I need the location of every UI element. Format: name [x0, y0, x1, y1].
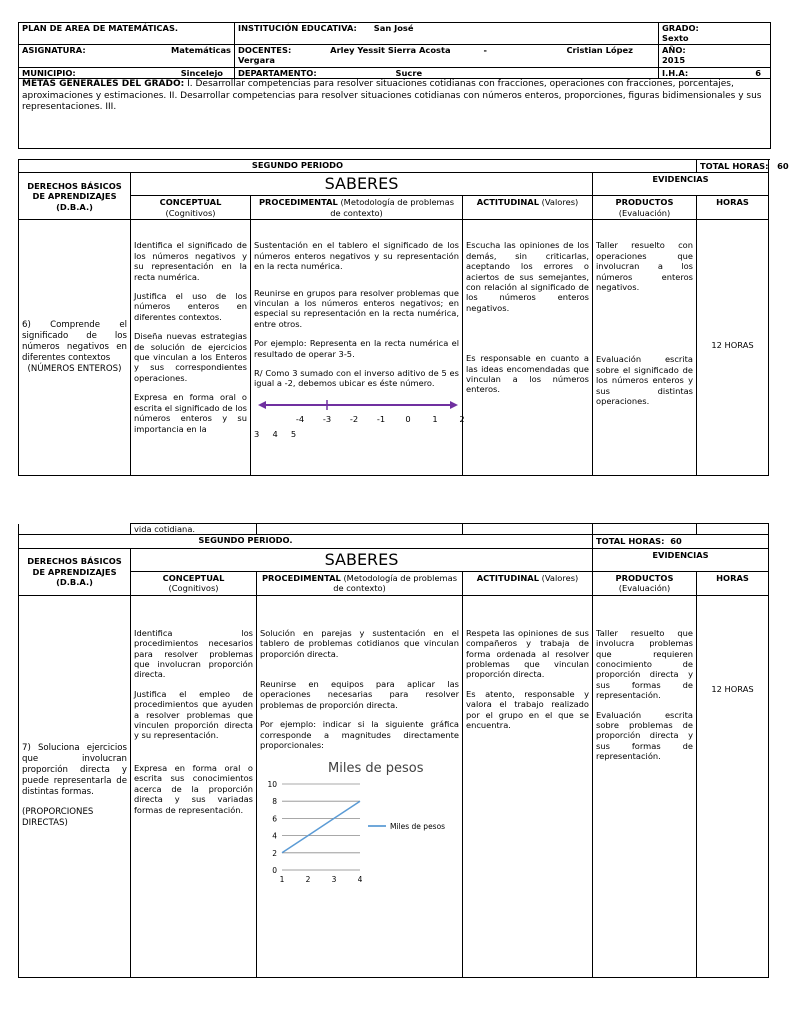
number-line-label: -2	[349, 413, 359, 424]
actitudinal-item: Respeta las opiniones de sus compañeros y trabaja de forma ordenada al resolver problemas que vinculan proporción directa.	[466, 627, 589, 680]
procedimental-item: Reunirse en grupos para resolver problemas que vinculan a los números enteros negativos; en especial su representación en la recta numérica, entre otros.	[254, 287, 459, 329]
actitudinal-item: Escucha las opiniones de los demás, sin criticarlas, aceptando los errores o aciertos de sus semejantes, con relación al significado de los números enteros negativos.	[466, 240, 589, 313]
dba-header: DERECHOS BÁSICOS DE APRENDIZAJES (D.B.A.)	[19, 548, 131, 595]
grado-cell	[659, 23, 771, 45]
chart-x-tick-label: 1	[279, 875, 285, 885]
conceptual-item: Justifica el empleo de procedimientos que ayuden a resolver problemas que vinculen proporción directa y su representación.	[134, 688, 253, 741]
chart-series-line	[282, 802, 360, 854]
conceptual-item: Identifica el significado de los números negativos y su representación en la recta numérica.	[134, 240, 247, 282]
procedimental-header: PROCEDIMENTAL (Metodología de problemas de contexto)	[251, 196, 463, 220]
carry-blank	[19, 524, 131, 535]
procedimental-item: Reunirse en equipos para aplicar las operaciones necesarias para resolver problemas de proporción directa.	[260, 679, 459, 710]
number-line-right-arrow	[450, 401, 458, 409]
actitudinal-item: Es responsable en cuanto a las ideas encomendadas que vinculan a los números enteros.	[466, 353, 589, 395]
chart-legend-label: Miles de pesos	[390, 822, 446, 832]
iha-value: 6	[755, 67, 761, 78]
chart-x-tick-label: 2	[305, 875, 311, 885]
departamento-cell	[235, 67, 659, 78]
actitudinal-cell	[463, 220, 593, 476]
conceptual-header: CONCEPTUAL (Cognitivos)	[131, 196, 251, 220]
grado-value: Sexto	[662, 33, 689, 44]
chart-x-tick-label: 3	[331, 875, 337, 885]
municipio-cell	[19, 67, 235, 78]
procedimental-item: Por ejemplo: Representa en la recta numérica el resultado de operar 3-5.	[254, 338, 459, 359]
dba-cell: 6) Comprende el significado de los números negativos en diferentes contextos (NÚMEROS ENTEROS)	[19, 220, 131, 476]
productos-cell	[593, 220, 697, 476]
procedimental-item: Solución en parejas y sustentación en el tablero de problemas cotidianos que vinculan proporción directa.	[260, 627, 459, 659]
conceptual-item: Identifica los procedimientos necesarios para resolver problemas que involucran proporción directa.	[134, 627, 253, 680]
number-line-label: -4	[295, 413, 305, 424]
ano-value: 2015	[662, 55, 686, 66]
header-table	[18, 22, 771, 149]
docente-separator: -	[483, 44, 487, 55]
conceptual-item: Justifica el uso de los números enteros en diferentes contextos.	[134, 291, 247, 322]
metas-cell	[19, 79, 771, 149]
chart-y-tick-label: 8	[272, 797, 277, 807]
productos-header: PRODUCTOS (Evaluación)	[593, 571, 697, 595]
actitudinal-item: Es atento, responsable y valora el trabajo realizado por el grupo en el que se encuentra.	[466, 688, 589, 731]
evidencias-title: EVIDENCIAS	[593, 548, 769, 571]
procedimental-cell	[251, 220, 463, 476]
metas-text: I. Desarrollar competencias para resolver situaciones cotidianas con fracciones, operaciones con fracciones, porcentajes, aproximaciones y estimaciones. II. Desarrollar competencias para resolver situaciones cotidianas con números enteros, proporciones, figuras bidimensionales y sus representaciones. III.	[22, 79, 762, 113]
docente-1: Arley Yessit Sierra Acosta	[330, 44, 451, 55]
dba-cell: 7) Soluciona ejercicios que involucran proporción directa y puede representarla de distintas formas. (PROPORCIONES DIRECTAS)	[19, 595, 131, 977]
number-line-label: 1	[432, 413, 438, 424]
evidencias-title: EVIDENCIAS	[593, 173, 769, 196]
chart-y-tick-label: 6	[272, 814, 277, 824]
departamento-value: Sucre	[395, 67, 423, 78]
conceptual-item: Expresa en forma oral o escrita sus conocimientos acerca de la proporción directa y sus variadas formas de representación.	[134, 762, 253, 815]
plan-title: PLAN DE AREA DE MATEMÁTICAS.	[19, 23, 235, 45]
number-line-wrap: 3 4 5	[254, 428, 297, 439]
conceptual-item: Diseña nuevas estrategias de solución de ejercicios que vinculan a los Enteros y sus correspondientes operaciones.	[134, 331, 247, 383]
periodo-title: SEGUNDO PERIODO	[19, 160, 697, 173]
ano-label: AÑO:	[662, 44, 686, 55]
conceptual-cell	[131, 595, 257, 977]
institucion-cell	[235, 23, 659, 45]
actitudinal-header: ACTITUDINAL (Valores)	[463, 196, 593, 220]
chart-y-tick-label: 10	[267, 780, 277, 790]
carry-over-text: vida cotidiana.	[131, 524, 257, 535]
periodo-title: SEGUNDO PERIODO.	[19, 535, 593, 548]
ano-cell	[659, 44, 771, 67]
chart-x-tick-label: 4	[357, 875, 363, 885]
number-line-label: 2	[459, 413, 465, 424]
chart-y-tick-label: 2	[272, 849, 277, 859]
productos-item: Evaluación escrita sobre problemas de proporción directa y sus formas de representación.	[596, 709, 693, 762]
total-horas: TOTAL HORAS: 60	[593, 535, 769, 548]
procedimental-header: PROCEDIMENTAL (Metodología de problemas de contexto)	[257, 571, 463, 595]
productos-item: Evaluación escrita sobre el significado de los números enteros y sus distintas operaciones.	[596, 354, 693, 407]
chart-title: Miles de pesos	[328, 761, 424, 777]
actitudinal-header: ACTITUDINAL (Valores)	[463, 571, 593, 595]
chart-y-tick-label: 0	[272, 866, 277, 876]
carry-blank	[463, 524, 593, 535]
horas-header: HORAS	[697, 196, 769, 220]
carry-blank	[593, 524, 697, 535]
procedimental-item: Por ejemplo: indicar si la siguiente gráfica corresponde a magnitudes directamente proporcionales:	[260, 719, 459, 751]
productos-header: PRODUCTOS (Evaluación)	[593, 196, 697, 220]
productos-cell	[593, 595, 697, 977]
saberes-title: SABERES	[131, 173, 593, 196]
conceptual-header: CONCEPTUAL (Cognitivos)	[131, 571, 257, 595]
iha-label: I.H.A:	[662, 67, 689, 78]
grado-label: GRADO:	[662, 23, 699, 33]
conceptual-item: Expresa en forma oral o escrita el significado de los números enteros y su importancia en la	[134, 392, 247, 434]
institucion-label: INSTITUCIÓN EDUCATIVA:	[238, 23, 357, 33]
procedimental-cell	[257, 595, 463, 977]
actitudinal-cell	[463, 595, 593, 977]
chart-y-tick-label: 4	[272, 832, 277, 842]
carry-blank	[697, 524, 769, 535]
asignatura-cell	[19, 44, 235, 67]
horas-header: HORAS	[697, 571, 769, 595]
productos-item: Taller resuelto con operaciones que involucran a los números enteros negativos.	[596, 240, 693, 293]
horas-cell: 12 HORAS	[697, 220, 769, 476]
number-line-label: -1	[376, 413, 386, 424]
saberes-title: SABERES	[131, 548, 593, 571]
number-line-label: 0	[405, 413, 411, 424]
metas-label: METAS GENERALES DEL GRADO:	[22, 79, 185, 90]
asignatura-label: ASIGNATURA:	[22, 44, 86, 55]
conceptual-cell	[131, 220, 251, 476]
carry-blank	[257, 524, 463, 535]
asignatura-value: Matemáticas	[171, 44, 231, 55]
departamento-label: DEPARTAMENTO:	[238, 67, 317, 78]
number-line-label: -3	[322, 413, 332, 424]
number-line-left-arrow	[258, 401, 266, 409]
dba-header: DERECHOS BÁSICOS DE APRENDIZAJES (D.B.A.)	[19, 173, 131, 220]
docentes-label: DOCENTES:	[238, 44, 292, 55]
plan-table-2	[18, 523, 769, 978]
horas-cell: 12 HORAS	[697, 595, 769, 977]
total-horas: TOTAL HORAS: 60	[697, 160, 769, 173]
municipio-label: MUNICIPIO:	[22, 67, 76, 78]
docente-2: Cristian López	[566, 44, 633, 55]
plan-table-1	[18, 159, 789, 476]
docentes-cell	[235, 44, 659, 67]
procedimental-item: R/ Como 3 sumado con el inverso aditivo de 5 es igual a -2, debemos ubicar es éste número.	[254, 368, 459, 389]
municipio-value: Sincelejo	[180, 67, 223, 78]
institucion-value: San José	[373, 23, 414, 33]
proportion-chart	[260, 760, 458, 884]
productos-item: Taller resuelto que involucra problemas que requieren conocimiento de proporción directa y sus formas de representación.	[596, 627, 693, 701]
docente-1-continuation: Vergara	[238, 55, 275, 66]
procedimental-item: Sustentación en el tablero el significado de los números enteros negativos y su representación en la recta numérica.	[254, 240, 459, 272]
iha-cell	[659, 67, 771, 78]
